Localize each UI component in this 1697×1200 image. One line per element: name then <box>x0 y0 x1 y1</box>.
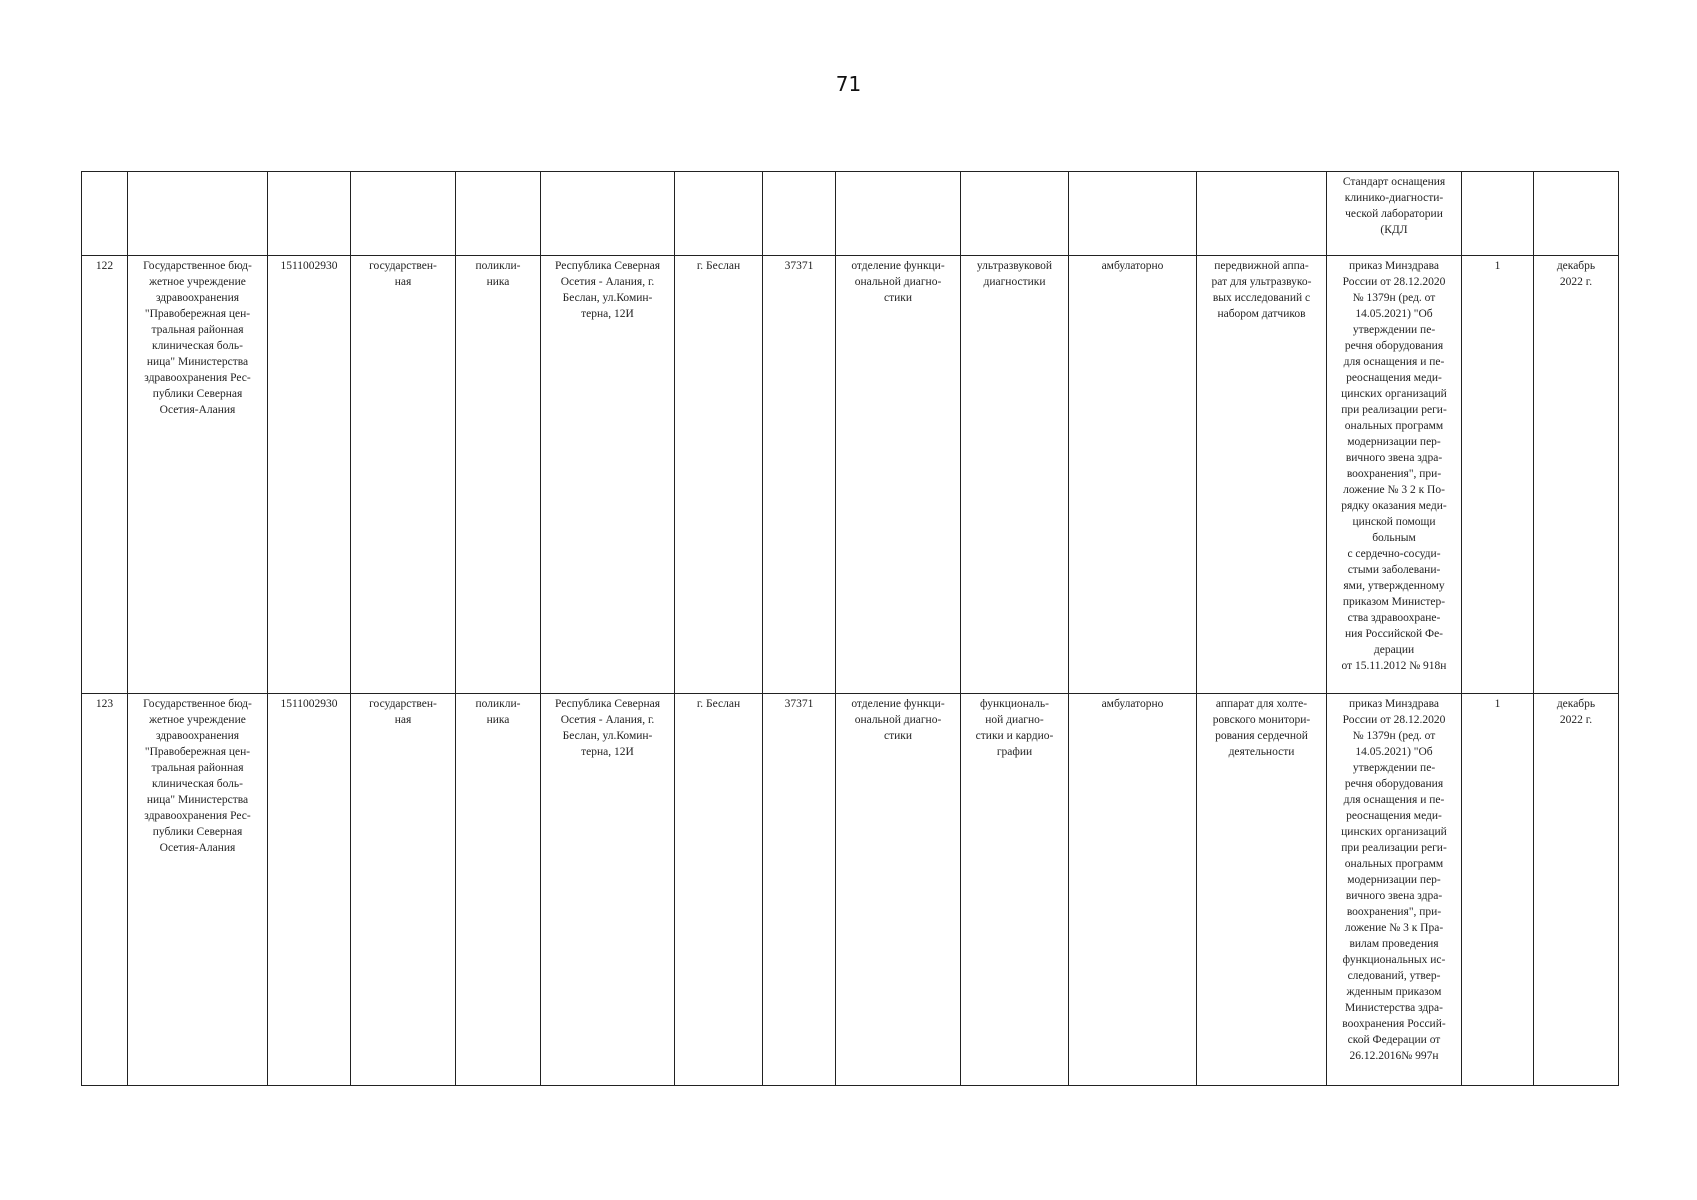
cell-empty <box>456 172 541 256</box>
cell-empty <box>961 172 1069 256</box>
cell-empty <box>541 172 675 256</box>
cell-basis: приказ Минздрава России от 28.12.2020 № 1379н (ред. от 14.05.2021) "Об утверждении пе- речня оборудования для оснащения и пе- реоснащения меди- цинских организаций при реализации реги- ональных программ модернизации пер- вичного звена здра- воохранения", при- ложение № 3 к Пра- вилам проведения функциональных ис- следований, утвер- жденным приказом Министерства здра- воохранения Россий- ской Федерации от 26.12.2016№ 997н <box>1327 694 1462 1086</box>
cell-ownership: государствен- ная <box>351 256 456 694</box>
cell-empty <box>1197 172 1327 256</box>
cell-empty <box>1462 172 1534 256</box>
equipment-table <box>81 171 1619 1086</box>
table-row <box>82 256 1619 694</box>
cell-type: поликли- ника <box>456 694 541 1086</box>
cell-empty <box>675 172 763 256</box>
cell-organization: Государственное бюд- жетное учреждение здравоохранения "Правобережная цен- тральная районная клиническая боль- ница" Министерства здравоохранения Рес- публики Северная Осетия-Алания <box>128 694 268 1086</box>
cell-empty <box>1069 172 1197 256</box>
cell-quantity: 1 <box>1462 694 1534 1086</box>
cell-number: 122 <box>82 256 128 694</box>
cell-empty <box>351 172 456 256</box>
cell-subdivision: функциональ- ной диагно- стики и кардио- графии <box>961 694 1069 1086</box>
cell-number: 123 <box>82 694 128 1086</box>
cell-empty <box>268 172 351 256</box>
cell-city: г. Беслан <box>675 694 763 1086</box>
cell-inn: 1511002930 <box>268 256 351 694</box>
cell-empty <box>1534 172 1619 256</box>
table-row <box>82 694 1619 1086</box>
cell-quantity: 1 <box>1462 256 1534 694</box>
cell-standard: Стандарт оснащения клинико-диагности- ческой лаборатории (КДЛ <box>1327 172 1462 256</box>
cell-city: г. Беслан <box>675 256 763 694</box>
cell-date: декабрь 2022 г. <box>1534 694 1619 1086</box>
cell-department: отделение функци- ональной диагно- стики <box>836 256 961 694</box>
cell-organization: Государственное бюд- жетное учреждение здравоохранения "Правобережная цен- тральная районная клиническая боль- ница" Министерства здравоохранения Рес- публики Северная Осетия-Алания <box>128 256 268 694</box>
cell-basis: приказ Минздрава России от 28.12.2020 № 1379н (ред. от 14.05.2021) "Об утверждении пе- речня оборудования для оснащения и пе- реоснащения меди- цинских организаций при реализации реги- ональных программ модернизации пер- вичного звена здра- воохранения", при- ложение № 3 2 к По- рядку оказания меди- цинской помощи больным с сердечно-сосуди- стыми заболевани- ями, утвержденному приказом Министер- ства здравоохране- ния Российской Фе- дерации от 15.11.2012 № 918н <box>1327 256 1462 694</box>
cell-code: 37371 <box>763 256 836 694</box>
cell-ownership: государствен- ная <box>351 694 456 1086</box>
cell-empty <box>82 172 128 256</box>
cell-inn: 1511002930 <box>268 694 351 1086</box>
cell-address: Республика Северная Осетия - Алания, г. Беслан, ул.Комин- терна, 12И <box>541 256 675 694</box>
cell-equipment: аппарат для холте- ровского монитори- рования сердечной деятельности <box>1197 694 1327 1086</box>
cell-subdivision: ультразвуковой диагностики <box>961 256 1069 694</box>
cell-department: отделение функци- ональной диагно- стики <box>836 694 961 1086</box>
cell-conditions: амбулаторно <box>1069 256 1197 694</box>
cell-empty <box>836 172 961 256</box>
cell-address: Республика Северная Осетия - Алания, г. Беслан, ул.Комин- терна, 12И <box>541 694 675 1086</box>
cell-code: 37371 <box>763 694 836 1086</box>
cell-conditions: амбулаторно <box>1069 694 1197 1086</box>
page-number: 71 <box>835 72 862 96</box>
cell-empty <box>763 172 836 256</box>
cell-equipment: передвижной аппа- рат для ультразвуко- вых исследований с набором датчиков <box>1197 256 1327 694</box>
table-continuation-row <box>82 172 1619 256</box>
cell-date: декабрь 2022 г. <box>1534 256 1619 694</box>
cell-empty <box>128 172 268 256</box>
cell-type: поликли- ника <box>456 256 541 694</box>
